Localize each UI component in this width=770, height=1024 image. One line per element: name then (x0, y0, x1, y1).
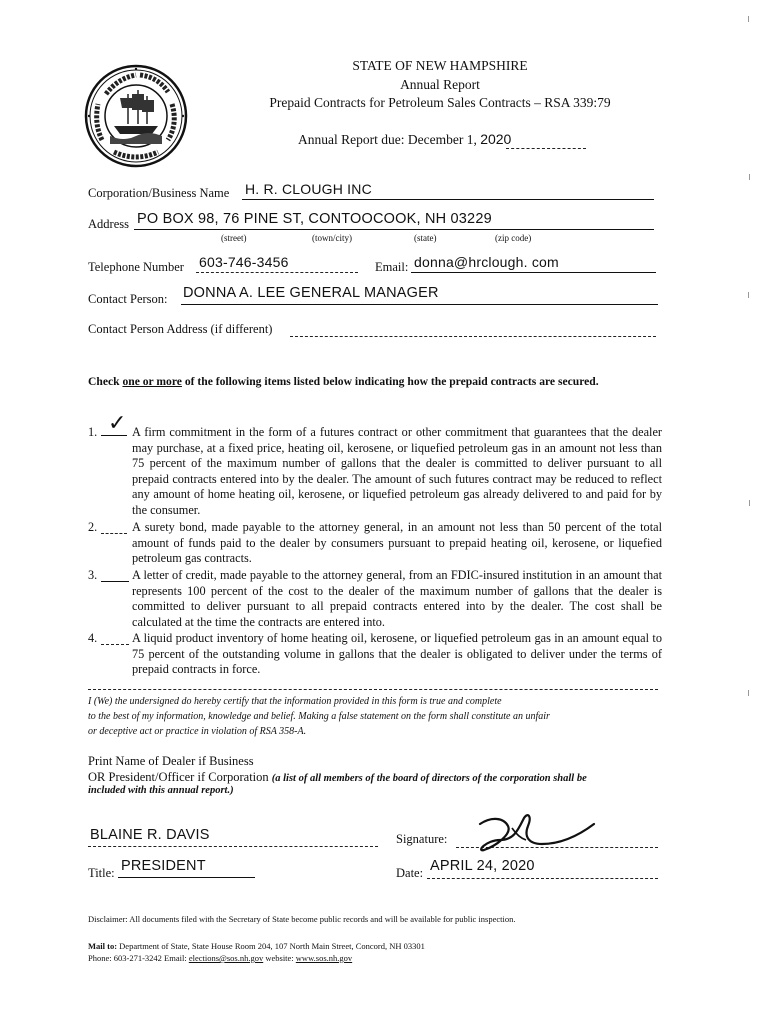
state-seal (84, 64, 188, 168)
item-4-checkbox[interactable] (101, 631, 129, 646)
dealer-name-value[interactable]: BLAINE R. DAVIS (90, 827, 210, 843)
date-value[interactable]: APRIL 24, 2020 (430, 858, 535, 874)
item-1-checkbox[interactable] (101, 411, 127, 436)
state-seal-icon (84, 64, 188, 168)
date-label: Date: (396, 866, 424, 880)
due-line (298, 131, 511, 148)
handwritten-signature-icon (470, 810, 600, 856)
business-underline (242, 199, 654, 200)
title-value[interactable]: PRESIDENT (121, 858, 206, 874)
signature-mark (470, 810, 600, 856)
item-2-number: 2. (88, 520, 98, 534)
scan-artifact (749, 174, 750, 180)
print-name-label: Print Name of Dealer if Business (88, 754, 254, 768)
header-report: Annual Report (400, 77, 480, 92)
contact-underline (181, 304, 658, 305)
address-sub-state: (state) (414, 233, 437, 243)
item-3-checkbox[interactable] (101, 568, 129, 583)
mail-to (88, 941, 425, 951)
scan-artifact (748, 292, 749, 298)
signature-label: Signature: (396, 832, 448, 846)
business-value[interactable]: H. R. CLOUGH INC (245, 181, 372, 197)
scan-artifact (748, 690, 749, 696)
phone-underline (196, 272, 358, 273)
item-2-checkbox[interactable] (101, 520, 127, 535)
item-4-number: 4. (88, 631, 98, 645)
or-officer-bold-1: (a list of all members of the board of directors of the corporation shall be (271, 773, 587, 784)
disclaimer: Disclaimer: All documents filed with the Secretary of State become public records and will be available for public inspection. (88, 914, 516, 924)
certification-line-2: to the best of my information, knowledge and belief. Making a false statement on the form shall constitute an unfair (88, 711, 550, 722)
email-label: Email: (375, 260, 409, 274)
due-label: Annual Report due: December 1, (298, 132, 481, 147)
or-officer-bold-2: included with this annual report.) (88, 785, 234, 796)
or-officer-label (88, 770, 587, 785)
address-sub-zip: (zip code) (495, 233, 532, 243)
header-state: STATE OF NEW HAMPSHIRE (352, 58, 528, 73)
section-divider (88, 689, 658, 690)
contact-address-underline (290, 336, 656, 337)
email-link[interactable]: elections@sos.nh.gov (188, 953, 264, 963)
item-3-text: A letter of credit, made payable to the attorney general, from an FDIC-insured institution in an amount that represents 100 percent of the cost to the dealer of the maximum number of gallons that the dealer is committed to deliver pursuant to all prepaid contracts entered into by the dealer. The cost shall be calculated at the time the contracts are entered into. (132, 568, 662, 629)
address-label: Address (88, 217, 129, 231)
contact-address-label: Contact Person Address (if different) (88, 322, 273, 336)
item-4-text: A liquid product inventory of home heating oil, kerosene, or liquefied petroleum gas in an amount equal to 75 percent of the outstanding volume in gallons that the dealer is obligated to deliver under the terms of prepaid contracts in force. (132, 631, 662, 677)
phone-footer: Phone: 603-271-3242 Email: (88, 953, 189, 963)
certification-line-1: I (We) the undersigned do hereby certify that the information provided in this form is true and complete (88, 696, 502, 707)
phone-label: Telephone Number (88, 260, 184, 274)
title-underline (118, 877, 255, 878)
item-2-text: A surety bond, made payable to the attorney general, in an amount not less than 50 percent of the total amount of funds paid to the dealer by consumers pursuant to prepaid heating oil, kerosene, or liquefied petroleum gas contracts. (132, 520, 662, 566)
title-label: Title: (88, 866, 115, 880)
instructions-pre: Check (88, 375, 123, 388)
phone-value[interactable]: 603-746-3456 (199, 254, 289, 270)
due-year: 2020 (480, 131, 512, 147)
address-underline (134, 229, 654, 230)
date-underline (427, 878, 658, 879)
scan-artifact (748, 16, 749, 22)
instructions-post: of the following items listed below indicating how the prepaid contracts are secured. (181, 375, 599, 388)
website-link[interactable]: www.sos.nh.gov (295, 953, 353, 963)
address-value[interactable]: PO BOX 98, 76 PINE ST, CONTOOCOOK, NH 03229 (137, 211, 492, 227)
header-title: Prepaid Contracts for Petroleum Sales Contracts – RSA 339:79 (269, 95, 611, 110)
mail-to-text: Department of State, State House Room 204, 107 North Main Street, Concord, NH 03301 (117, 941, 425, 951)
website-label: website: (263, 953, 296, 963)
contact-footer (88, 953, 352, 963)
instructions (88, 375, 599, 388)
instructions-underlined: one or more (122, 375, 182, 388)
address-sub-street: (street) (221, 233, 247, 243)
contact-value[interactable]: DONNA A. LEE GENERAL MANAGER (183, 285, 439, 301)
item-1-number: 1. (88, 425, 98, 439)
address-sub-town: (town/city) (312, 233, 352, 243)
certification-line-3: or deceptive act or practice in violation of RSA 358-A. (88, 726, 307, 737)
or-officer-text: OR President/Officer if Corporation (88, 770, 272, 784)
email-value[interactable]: donna@hrclough. com (414, 254, 559, 270)
due-underline (506, 148, 586, 149)
item-1-text: A firm commitment in the form of a futures contract or other commitment that guarantees that the dealer may purchase, at a fixed price, heating oil, kerosene, or liquefied petroleum gas in an amount not less than 75 percent of the maximum number of gallons that the dealer is committed to deliver pursuant to all prepaid contracts entered into by the dealer. The amount of such futures contract may be reduced to reflect any amount of home heating oil, kerosene, or liquefied petroleum gas already delivered to and paid for by the consumer. (132, 425, 662, 517)
scan-artifact (749, 500, 750, 506)
item-3-number: 3. (88, 568, 98, 582)
dealer-name-underline (88, 846, 378, 847)
contact-label: Contact Person: (88, 292, 168, 306)
business-label: Corporation/Business Name (88, 186, 230, 200)
check-mark-icon: ✓ (108, 411, 127, 436)
email-underline (411, 272, 656, 273)
mail-to-label: Mail to: (88, 941, 118, 951)
